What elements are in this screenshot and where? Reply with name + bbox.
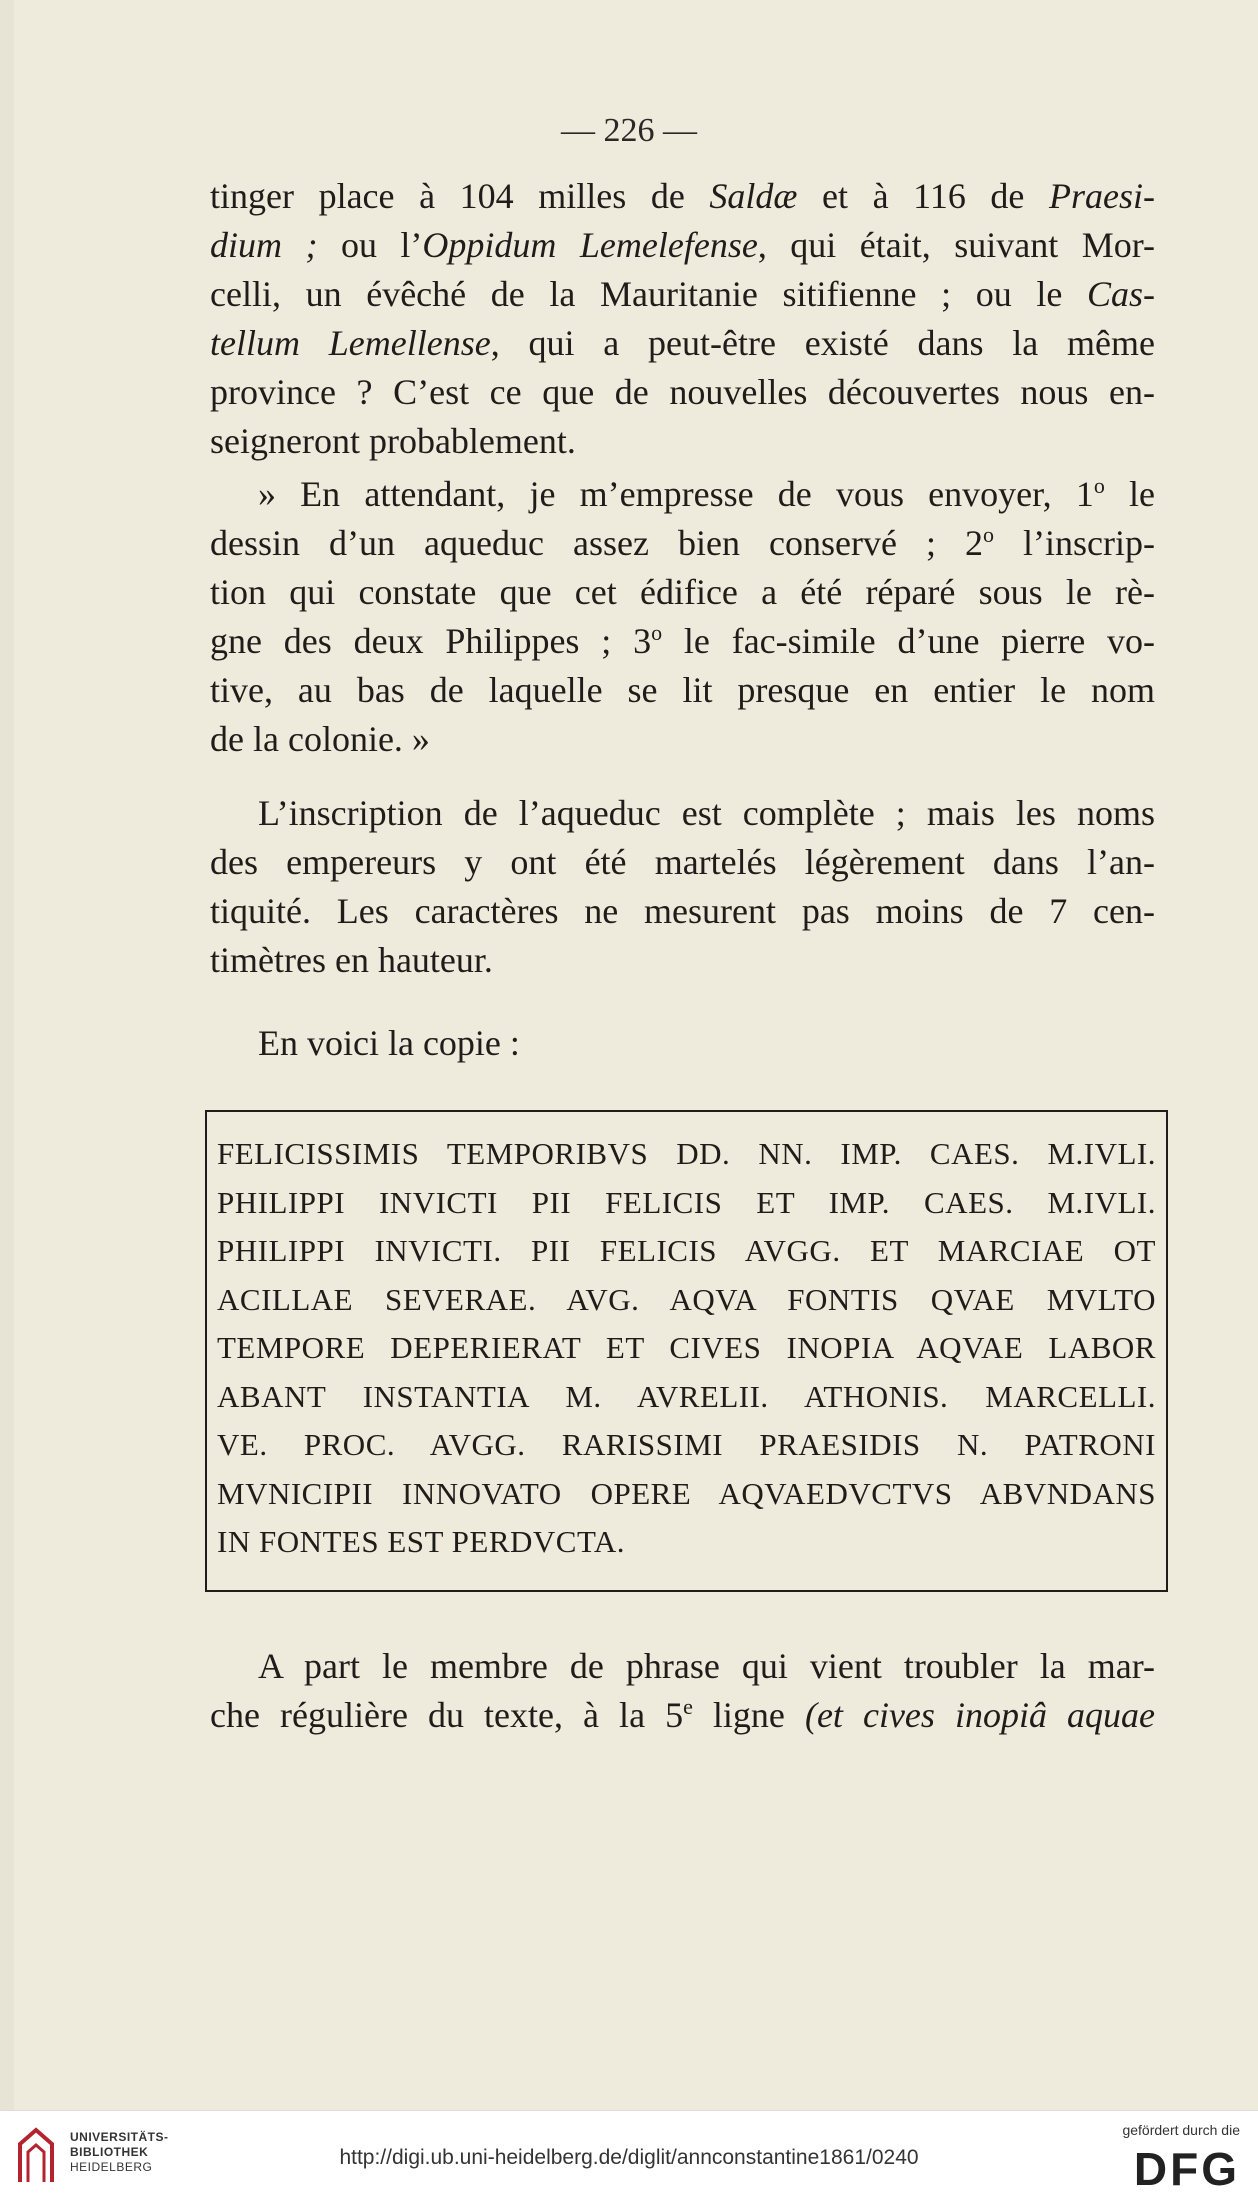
text-segment: o xyxy=(651,620,663,645)
text-segment: le xyxy=(1104,474,1155,514)
text-segment: Cas- xyxy=(1086,274,1155,314)
text-segment: tive, au bas de laquelle se lit presque en entier le nom xyxy=(210,670,1155,710)
text-segment: dium ; xyxy=(210,225,318,265)
text-line xyxy=(210,470,1155,519)
text-segment: tellum Lemellense xyxy=(210,323,491,363)
text-segment: province ? C’est ce que de nouvelles découvertes nous en- xyxy=(210,372,1155,412)
text-segment: e xyxy=(683,1694,693,1719)
text-line xyxy=(210,417,1155,466)
text-segment: Oppidum Lemelefense xyxy=(422,225,758,265)
text-segment: L’inscription de l’aqueduc est complète ; mais les noms xyxy=(258,793,1155,833)
text-segment: (et cives inopiâ aquae xyxy=(804,1695,1156,1735)
text-line xyxy=(210,936,1155,985)
text-segment: de la colonie. » xyxy=(210,719,430,759)
paragraph xyxy=(210,789,1155,985)
paragraph xyxy=(210,1019,1155,1068)
text-segment: et à 116 de xyxy=(797,176,1050,216)
text-segment: tion qui constate que cet édifice a été réparé sous le rè- xyxy=(210,572,1155,612)
paragraph xyxy=(210,1642,1155,1740)
text-segment: celli, un évêché de la Mauritanie sitifienne ; ou le xyxy=(210,274,1087,314)
text-segment: dessin d’un aqueduc assez bien conservé ; 2 xyxy=(210,523,983,563)
text-segment: ligne xyxy=(692,1695,805,1735)
text-segment: o xyxy=(983,522,994,547)
text-segment: tinger place à 104 milles de xyxy=(210,176,710,216)
text-segment: che régulière du texte, à la 5 xyxy=(210,1695,684,1735)
paragraph xyxy=(210,172,1155,466)
inscription-line: PHILIPPI INVICTI PII FELICIS ET IMP. CAES. M.IVLI. xyxy=(217,1184,1156,1220)
permalink-url[interactable]: http://digi.ub.uni-heidelberg.de/diglit/annconstantine1861/0240 xyxy=(339,2146,919,2169)
text-line xyxy=(210,270,1155,319)
inscription-box xyxy=(205,1110,1168,1592)
text-line xyxy=(210,789,1155,838)
inscription-line: IN FONTES EST PERDVCTA. xyxy=(217,1524,626,1559)
text-line xyxy=(210,519,1155,568)
text-line xyxy=(210,617,1155,666)
inscription-line: ACILLAE SEVERAE. AVG. AQVA FONTIS QVAE MVLTO xyxy=(217,1281,1156,1317)
inscription-line: TEMPORE DEPERIERAT ET CIVES INOPIA AQVAE LABOR xyxy=(217,1330,1156,1365)
text-line xyxy=(210,221,1155,270)
text-line xyxy=(210,172,1155,221)
text-line xyxy=(210,368,1155,417)
library-name-line: UNIVERSITÄTS- xyxy=(70,2130,169,2144)
text-segment: le fac-simile d’une pierre vo- xyxy=(662,621,1155,661)
text-segment: , qui a peut-être existé dans la même xyxy=(490,323,1155,363)
library-name-line: HEIDELBERG xyxy=(70,2160,153,2174)
page-number: — 226 — xyxy=(561,112,697,149)
text-line xyxy=(210,666,1155,715)
text-segment: l’inscrip- xyxy=(994,523,1155,563)
inscription-line: PHILIPPI INVICTI. PII FELICIS AVGG. ET MARCIAE OT xyxy=(217,1233,1156,1268)
text-line xyxy=(210,1691,1155,1740)
funding-note: gefördert durch die xyxy=(1122,2122,1240,2138)
text-line xyxy=(210,319,1155,368)
inscription-line: ABANT INSTANTIA M. AVRELII. ATHONIS. MARCELLI. xyxy=(217,1378,1156,1414)
text-segment: o xyxy=(1093,473,1105,498)
text-line xyxy=(210,1019,1155,1068)
inscription-line: FELICISSIMIS TEMPORIBVS DD. NN. IMP. CAES. M.IVLI. xyxy=(217,1136,1156,1171)
text-line xyxy=(210,1642,1155,1691)
text-segment: Praesi- xyxy=(1049,176,1155,216)
text-segment: , qui était, suivant Mor- xyxy=(757,225,1155,265)
text-segment: En voici la copie : xyxy=(258,1023,520,1063)
text-line xyxy=(210,715,1155,764)
text-line xyxy=(210,887,1155,936)
paragraph xyxy=(210,470,1155,764)
text-line xyxy=(210,568,1155,617)
text-segment: seigneront probablement. xyxy=(210,421,576,461)
inscription-line: MVNICIPII INNOVATO OPERE AQVAEDVCTVS ABVNDANS xyxy=(217,1475,1156,1511)
text-segment: Saldæ xyxy=(709,176,798,216)
text-segment: » En attendant, je m’empresse de vous envoyer, 1 xyxy=(258,474,1094,514)
text-segment: tiquité. Les caractères ne mesurent pas moins de 7 cen- xyxy=(210,891,1155,931)
text-line xyxy=(210,838,1155,887)
inscription-line: VE. PROC. AVGG. RARISSIMI PRAESIDIS N. PATRONI xyxy=(217,1427,1156,1462)
text-segment: gne des deux Philippes ; 3 xyxy=(210,621,652,661)
text-segment: timètres en hauteur. xyxy=(210,940,493,980)
text-segment: des empereurs y ont été martelés légèrement dans l’an- xyxy=(210,842,1155,882)
text-segment: ou l’ xyxy=(317,225,423,265)
library-name-line: BIBLIOTHEK xyxy=(70,2145,149,2159)
dfg-logo-icon: DFG xyxy=(1133,2143,1240,2195)
text-segment: A part le membre de phrase qui vient troubler la mar- xyxy=(258,1646,1155,1686)
